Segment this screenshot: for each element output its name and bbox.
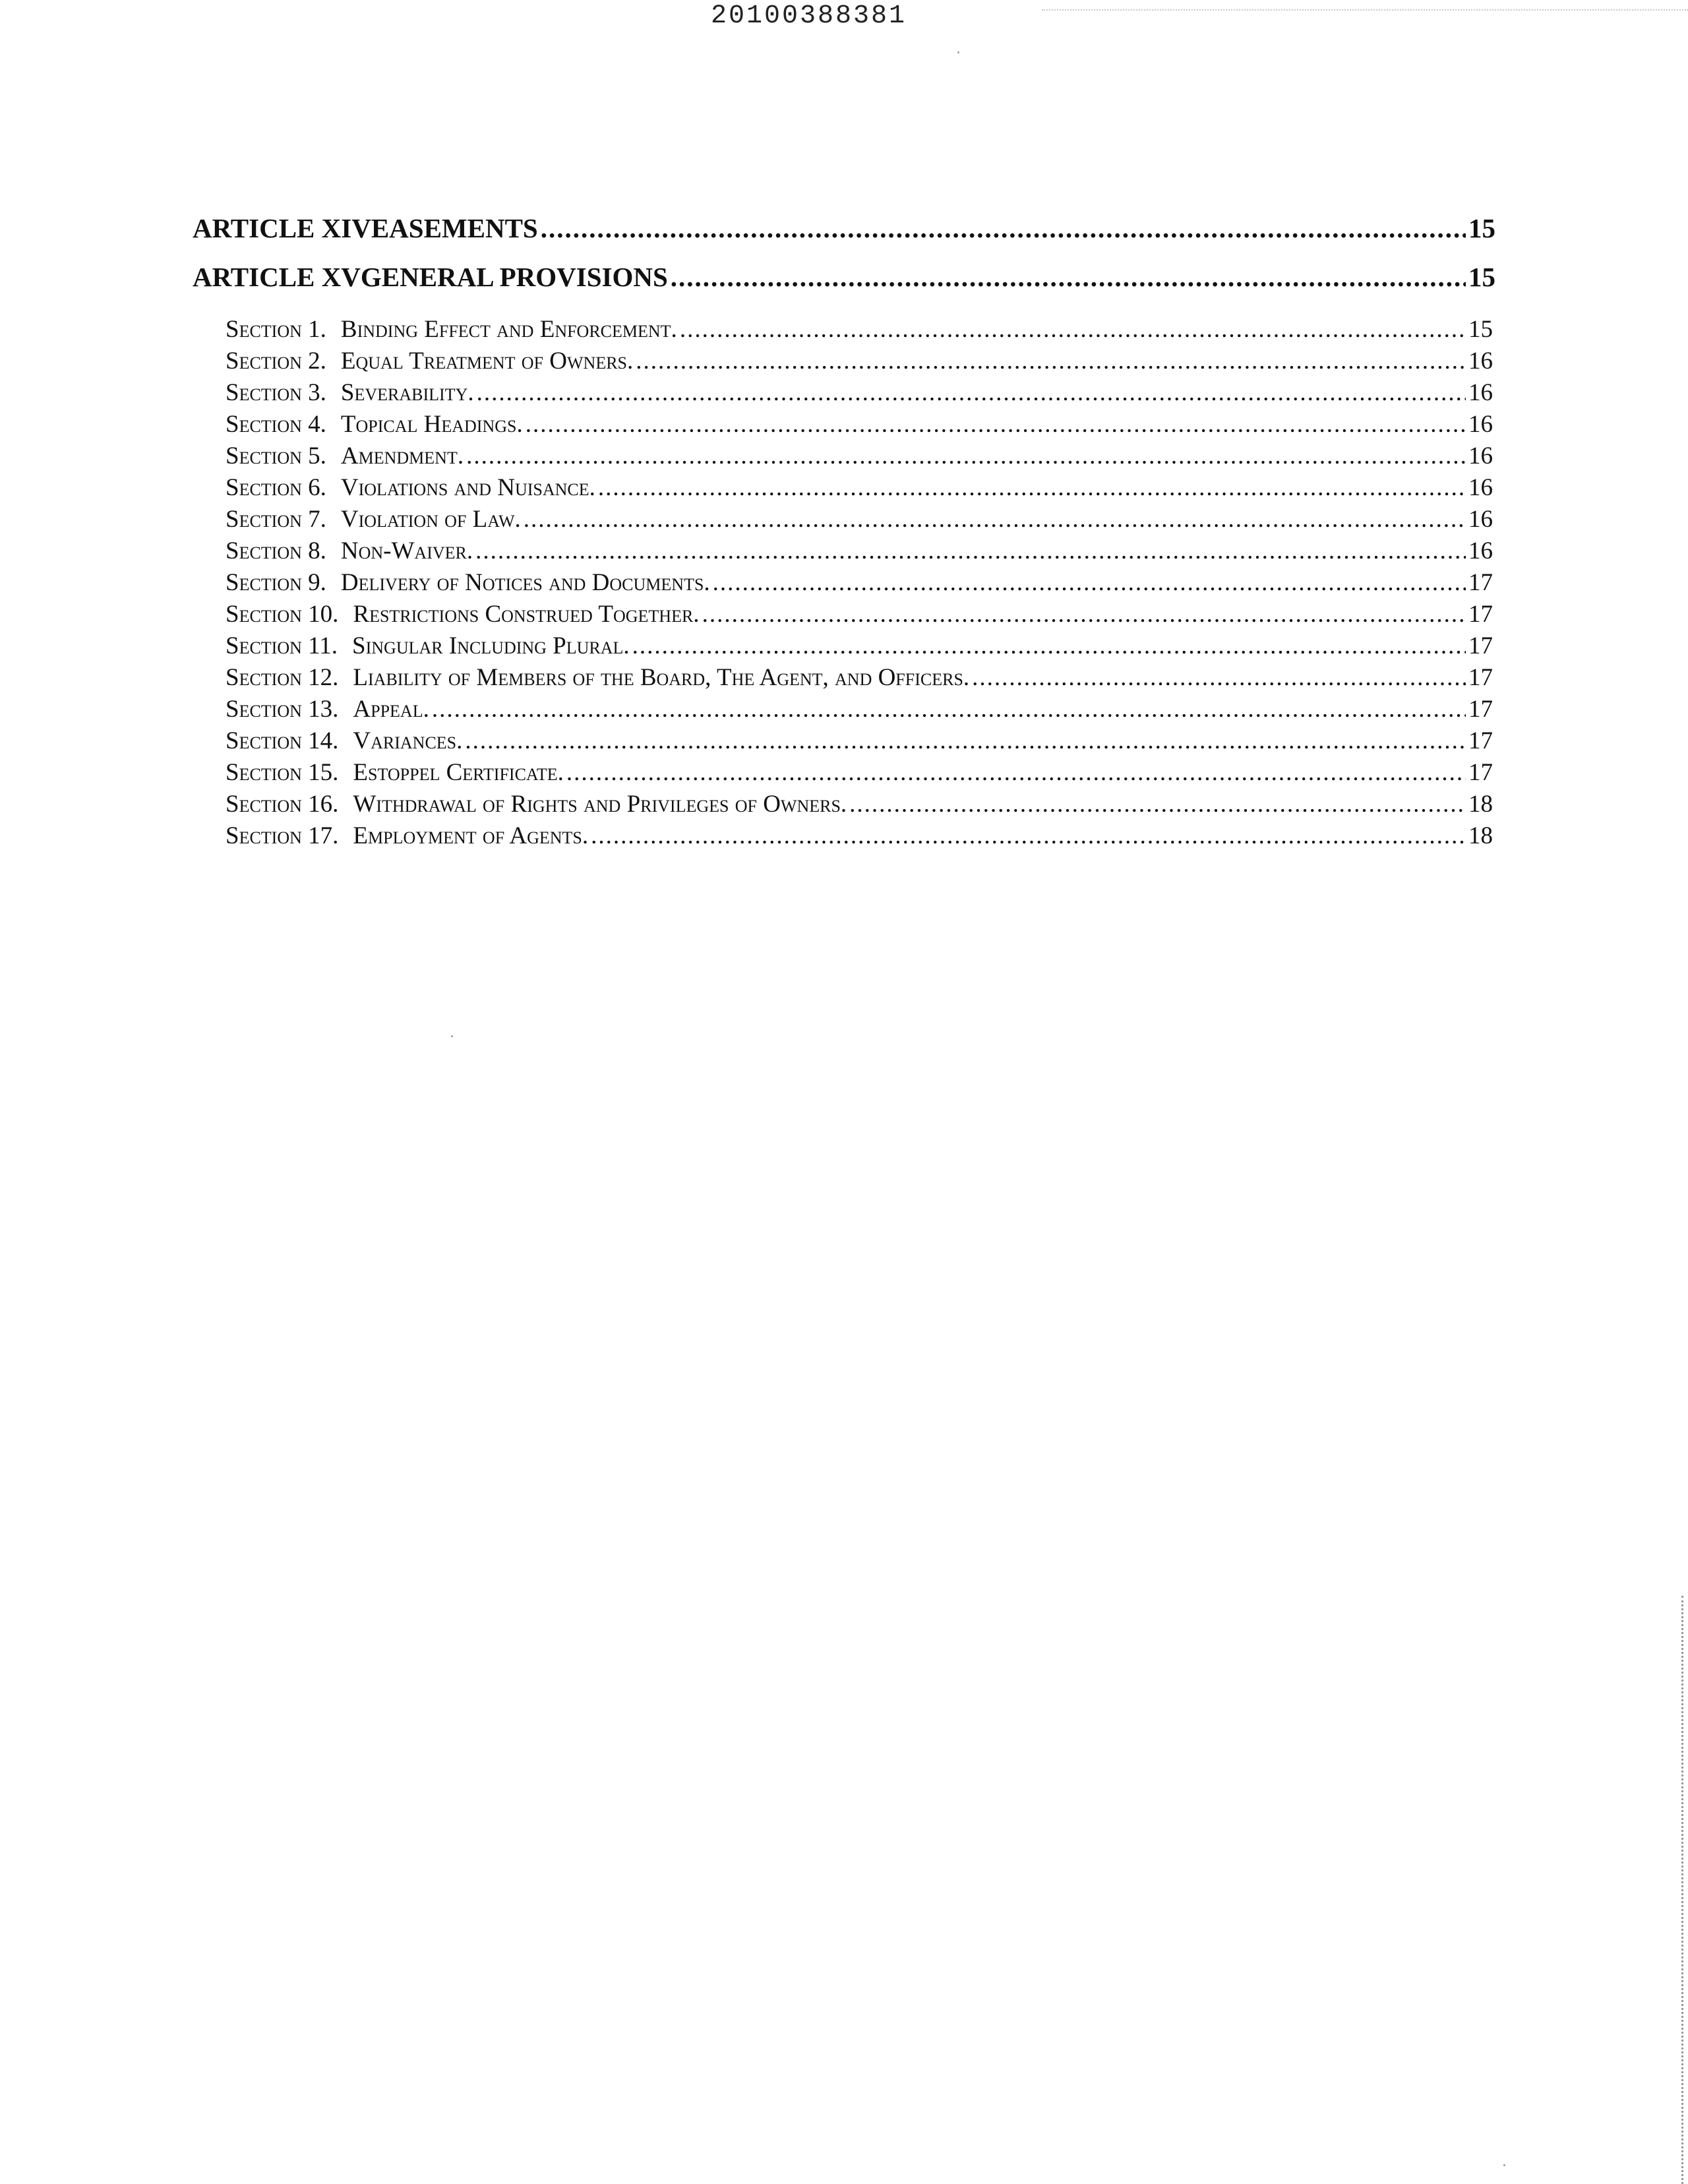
section-title: Estoppel Certificate. bbox=[353, 759, 564, 786]
section-label: Section 17. bbox=[226, 822, 339, 849]
section-title: Equal Treatment of Owners. bbox=[340, 348, 634, 375]
page-number: 15 bbox=[1468, 316, 1493, 343]
toc-section-row[interactable] bbox=[226, 315, 1493, 347]
dot-leader bbox=[591, 822, 1466, 850]
section-title: Variances. bbox=[353, 727, 463, 754]
section-title: Binding Effect and Enforcement. bbox=[340, 316, 677, 343]
toc-section-row[interactable] bbox=[226, 442, 1493, 473]
dot-leader bbox=[566, 758, 1466, 787]
section-label: Section 1. bbox=[226, 316, 326, 343]
dot-leader bbox=[632, 632, 1466, 660]
page-number: 16 bbox=[1468, 506, 1493, 533]
page-number: 17 bbox=[1468, 696, 1493, 723]
toc-section-row[interactable] bbox=[226, 790, 1493, 822]
dot-leader bbox=[680, 315, 1466, 344]
dot-leader bbox=[541, 212, 1466, 244]
scan-speck bbox=[1503, 2164, 1505, 2166]
page-number: 18 bbox=[1468, 791, 1493, 818]
table-of-contents bbox=[193, 212, 1495, 853]
page-number: 16 bbox=[1468, 537, 1493, 564]
dot-leader bbox=[477, 379, 1466, 407]
section-title: Severability. bbox=[340, 379, 474, 406]
section-title: Violation of Law. bbox=[340, 506, 521, 533]
section-label: Section 7. bbox=[226, 506, 326, 533]
page-number: 16 bbox=[1468, 379, 1493, 406]
page-number: 17 bbox=[1468, 727, 1493, 754]
dot-leader bbox=[849, 790, 1466, 818]
section-title: Liability of Members of the Board, The Agent, and Officers. bbox=[353, 664, 970, 691]
dot-leader bbox=[475, 537, 1466, 565]
toc-section-row[interactable] bbox=[226, 410, 1493, 442]
section-title: Appeal. bbox=[353, 696, 429, 723]
page-number: 16 bbox=[1468, 442, 1493, 470]
scan-speck bbox=[957, 51, 959, 53]
toc-section-row[interactable] bbox=[226, 663, 1493, 695]
scan-speck bbox=[451, 1035, 453, 1037]
section-label: Section 4. bbox=[226, 411, 326, 438]
page-number: 17 bbox=[1468, 601, 1493, 628]
page-number: 18 bbox=[1468, 822, 1493, 849]
dot-leader bbox=[526, 410, 1466, 439]
dot-leader bbox=[671, 261, 1466, 293]
dot-leader bbox=[524, 505, 1466, 533]
section-list bbox=[193, 315, 1493, 853]
section-label: Section 16. bbox=[226, 791, 339, 818]
toc-section-row[interactable] bbox=[226, 347, 1493, 379]
dot-leader bbox=[713, 568, 1466, 597]
section-title: Non-Waiver. bbox=[340, 537, 473, 564]
scan-top-border bbox=[1042, 9, 1688, 11]
dot-leader bbox=[598, 473, 1466, 502]
toc-article-row[interactable] bbox=[193, 261, 1495, 310]
section-title: Employment of Agents. bbox=[353, 822, 589, 849]
section-label: Section 6. bbox=[226, 474, 326, 501]
dot-leader bbox=[465, 727, 1466, 755]
section-label: Section 2. bbox=[226, 348, 326, 375]
section-label: Section 5. bbox=[226, 442, 326, 470]
toc-section-row[interactable] bbox=[226, 758, 1493, 790]
section-label: Section 14. bbox=[226, 727, 339, 754]
toc-section-row[interactable] bbox=[226, 537, 1493, 568]
article-title: EASEMENTS bbox=[371, 213, 538, 243]
page-number: 17 bbox=[1468, 569, 1493, 596]
page-number: 16 bbox=[1468, 474, 1493, 501]
section-label: Section 8. bbox=[226, 537, 326, 564]
section-title: Topical Headings. bbox=[340, 411, 523, 438]
toc-section-row[interactable] bbox=[226, 505, 1493, 537]
dot-leader bbox=[702, 600, 1466, 628]
section-label: Section 13. bbox=[226, 696, 339, 723]
page-number: 15 bbox=[1468, 213, 1495, 243]
page-number: 17 bbox=[1468, 632, 1493, 659]
toc-article-row[interactable] bbox=[193, 212, 1495, 261]
article-label: ARTICLE XIV bbox=[193, 213, 371, 243]
section-title: Singular Including Plural. bbox=[352, 632, 630, 659]
page-number: 17 bbox=[1468, 664, 1493, 691]
scan-right-edge bbox=[1681, 1596, 1683, 2184]
toc-section-row[interactable] bbox=[226, 822, 1493, 853]
section-label: Section 9. bbox=[226, 569, 326, 596]
page-number: 15 bbox=[1468, 262, 1495, 292]
toc-section-row[interactable] bbox=[226, 727, 1493, 758]
dot-leader bbox=[432, 695, 1466, 723]
section-label: Section 10. bbox=[226, 601, 339, 628]
toc-section-row[interactable] bbox=[226, 568, 1493, 600]
article-title: GENERAL PROVISIONS bbox=[360, 262, 668, 292]
toc-section-row[interactable] bbox=[226, 695, 1493, 727]
section-title: Restrictions Construed Together. bbox=[353, 601, 700, 628]
page-number: 17 bbox=[1468, 759, 1493, 786]
section-label: Section 11. bbox=[226, 632, 338, 659]
section-title: Delivery of Notices and Documents. bbox=[340, 569, 710, 596]
page-number: 16 bbox=[1468, 411, 1493, 438]
dot-leader bbox=[636, 347, 1466, 375]
toc-section-row[interactable] bbox=[226, 473, 1493, 505]
dot-leader bbox=[972, 663, 1466, 692]
section-title: Amendment. bbox=[340, 442, 464, 470]
toc-section-row[interactable] bbox=[226, 600, 1493, 632]
section-label: Section 15. bbox=[226, 759, 339, 786]
article-label: ARTICLE XV bbox=[193, 262, 361, 292]
document-number: 20100388381 bbox=[711, 1, 907, 31]
toc-section-row[interactable] bbox=[226, 632, 1493, 663]
section-title: Violations and Nuisance. bbox=[340, 474, 595, 501]
section-title: Withdrawal of Rights and Privileges of Owners. bbox=[353, 791, 847, 818]
dot-leader bbox=[466, 442, 1466, 470]
page-number: 16 bbox=[1468, 348, 1493, 375]
toc-section-row[interactable] bbox=[226, 379, 1493, 410]
section-label: Section 3. bbox=[226, 379, 326, 406]
section-label: Section 12. bbox=[226, 664, 339, 691]
